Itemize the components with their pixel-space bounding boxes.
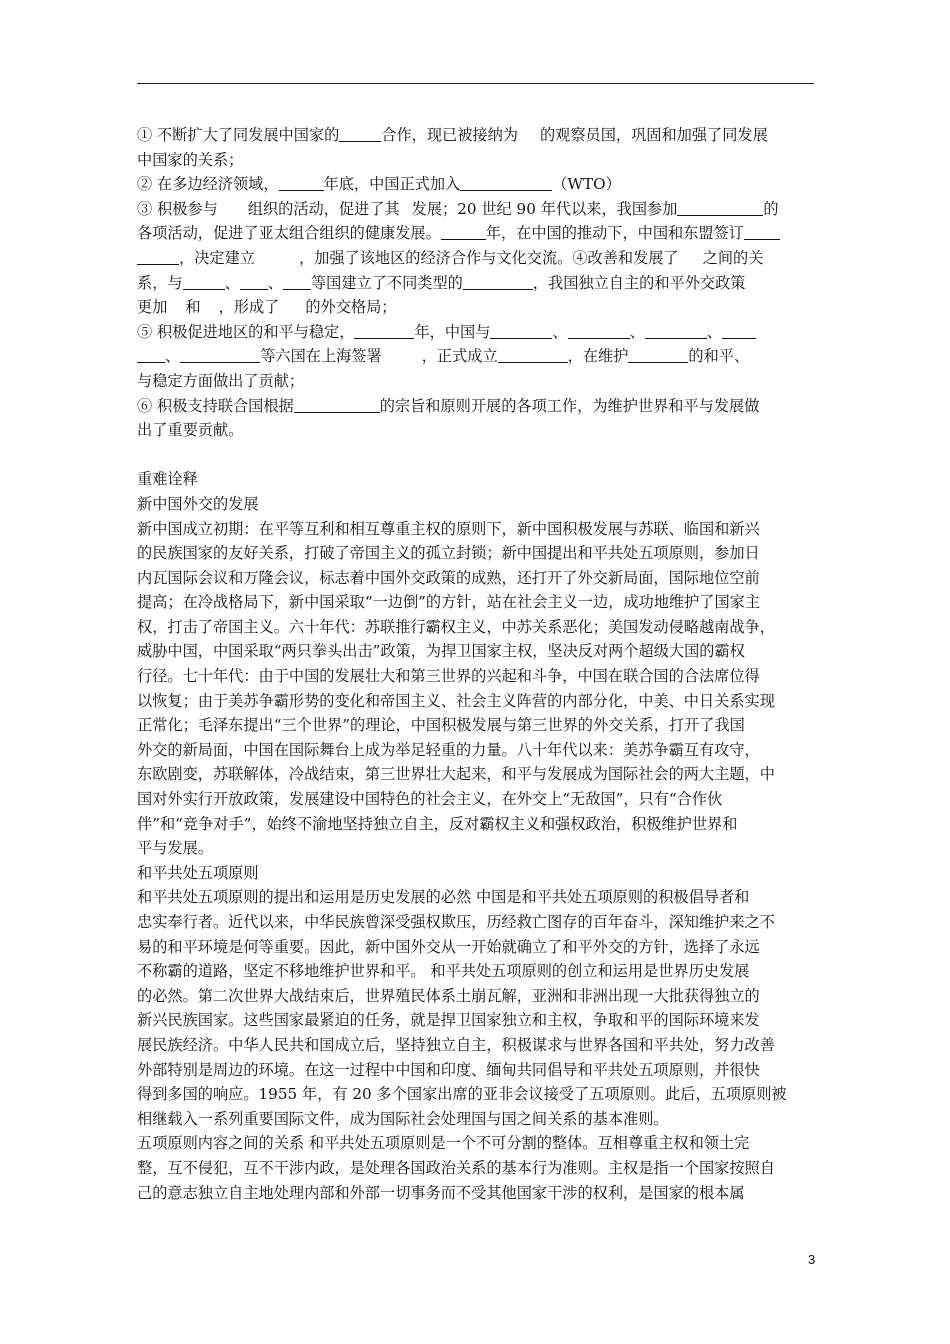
paragraph-line: 五项原则内容之间的关系 和平共处五项原则是一个不可分割的整体。互相尊重主权和领土完: [137, 1134, 750, 1153]
text: ，正式成立: [421, 347, 498, 366]
text: （WTO）: [552, 175, 621, 194]
text: 的和平、: [688, 347, 750, 366]
text: 之间的关: [702, 248, 764, 267]
text: 组织的活动，促进了其: [247, 199, 400, 218]
paragraph-line: 相继载入一系列重要国际文件，成为国际社会处理国与国之间关系的基本准则。: [137, 1109, 669, 1128]
paragraph-line: 新兴民族国家。这些国家最紧迫的任务，就是捍卫国家独立和主权，争取和平的国际环境来发: [137, 1011, 760, 1030]
text: ⑥ 积极支持联合国根据: [137, 396, 294, 415]
exercise-line-13: [137, 418, 814, 443]
text: 和: [185, 298, 201, 317]
paragraph-line: 伴”和“竞争对手”，始终不渝地坚持独立自主，反对霸权主义和强权政治，积极维护世界和: [137, 814, 738, 833]
paragraph-line: 得到多国的响应。1955 年，有 20 多个国家出席的亚非会议接受了五项原则。此后，五项原则被: [137, 1085, 787, 1104]
text: ，形成了: [218, 298, 280, 317]
fill-blank[interactable]: [677, 198, 763, 216]
fill-blank[interactable]: [744, 222, 780, 240]
text: ② 在多边经济领域，: [137, 175, 279, 194]
exercise-line-3: [137, 172, 814, 197]
text: 年底，中国正式加入: [323, 175, 461, 194]
text: 系，与: [137, 273, 183, 292]
paragraph-principles-relation: [137, 1131, 814, 1205]
text: 合作，现已被接纳为: [381, 126, 518, 144]
paragraph-line: 己的意志独立自主地处理内部和外部一切事务而不受其他国家干涉的权利，是国家的根本属: [137, 1183, 745, 1202]
text: ，决定建立: [179, 248, 255, 267]
paragraph-line: 忠实奉行者。近代以来，中华民族曾深受强权欺压，历经救亡图存的百年奋斗，深知维护来之不: [137, 913, 775, 931]
fill-blank[interactable]: [568, 321, 630, 339]
text: 、: [629, 322, 645, 341]
paragraph-line: 的必然。第二次世界大战结束后，世界殖民体系土崩瓦解，亚洲和非洲出现一大批获得独立的: [137, 986, 760, 1005]
exercise-line-4: [137, 197, 814, 222]
paragraph-line: 权，打击了帝国主义。六十年代：苏联推行霸权主义，中苏关系恶化；美国发动侵略越南战争，: [137, 617, 775, 636]
text: 、: [165, 347, 181, 366]
paragraph-line: 威胁中国，中国采取“两只拳头出击”政策，为捍卫国家主权，坚决反对两个超级大国的霸权: [137, 642, 745, 661]
text: 更加: [137, 298, 168, 317]
exercise-line-8: [137, 295, 814, 320]
text: 发展；20 世纪 90 年代以来，我国参加: [411, 199, 678, 218]
exercise-line-7: [137, 271, 814, 296]
paragraph-line: 正常化；毛泽东提出“三个世界”的理论，中国积极发展与第三世界的外交关系，打开了我国: [137, 716, 745, 735]
exercise-line-11: [137, 369, 814, 394]
fill-blank[interactable]: [180, 345, 260, 363]
text: 的外交格局；: [305, 298, 397, 317]
fill-blank[interactable]: [354, 321, 414, 339]
fill-blank[interactable]: [645, 321, 707, 339]
exercise-line-5: [137, 221, 814, 246]
text: 、: [552, 322, 568, 341]
text: ③ 积极参与: [137, 199, 218, 218]
fill-blank[interactable]: [490, 321, 552, 339]
fill-blank[interactable]: [498, 345, 568, 363]
header-rule: [137, 83, 814, 84]
fill-blank[interactable]: [339, 124, 381, 142]
text: 、: [224, 273, 240, 292]
paragraph-line: 东欧剧变，苏联解体，冷战结束，第三世界壮大起来，和平与发展成为国际社会的两大主题，中: [137, 765, 775, 784]
paragraph-line: 易的和平环境是何等重要。因此，新中国外交从一开始就确立了和平外交的方针，选择了永远: [137, 937, 760, 956]
paragraph-line: 和平共处五项原则的提出和运用是历史发展的必然 中国是和平共处五项原则的积极倡导者和: [137, 888, 750, 907]
exercise-line-9: [137, 320, 814, 345]
fill-blank[interactable]: [240, 272, 268, 290]
page-number: 3: [808, 1252, 816, 1267]
page-content: [137, 123, 814, 1205]
text: 中国家的关系；: [137, 150, 244, 169]
paragraph-line: 以恢复；由于美苏争霸形势的变化和帝国主义、社会主义阵营的内部分化，中美、中日关系实现: [137, 691, 775, 710]
text: 、: [267, 273, 283, 292]
text: 的: [763, 199, 779, 218]
text: 出了重要贡献。: [137, 421, 244, 440]
paragraph-line: 不称霸的道路，坚定不移地维护世界和平。 和平共处五项原则的创立和运用是世界历史发展: [137, 962, 750, 981]
paragraph-diplomacy: [137, 517, 814, 861]
fill-blank[interactable]: [137, 345, 165, 363]
paragraph-line: 外部特别是周边的环境。在这一过程中中国和印度、缅甸共同倡导和平共处五项原则，并很快: [137, 1060, 760, 1079]
fill-blank[interactable]: [283, 272, 311, 290]
paragraph-line: 行径。七十年代：由于中国的发展壮大和第三世界的兴起和斗争，中国在联合国的合法席位得: [137, 667, 760, 686]
text: ① 不断扩大了同发展中国家的: [137, 126, 340, 144]
paragraph-line: 新中国成立初期：在平等互利和相互尊重主权的原则下，新中国积极发展与苏联、临国和新兴: [137, 519, 760, 538]
text: ，在维护: [567, 347, 629, 366]
exercise-line-10: [137, 344, 814, 369]
text: 等六国在上海签署: [260, 347, 382, 366]
section-title: 重难诠释: [137, 470, 198, 489]
exercise-line-1: [137, 123, 814, 148]
paragraph-line: 国对外实行开放政策，发展建设中国特色的社会主义，在外交上“无敌国”，只有“合作伙: [137, 790, 723, 809]
fill-blank[interactable]: [279, 173, 324, 191]
fill-blank[interactable]: [441, 222, 486, 240]
paragraph-line: 的民族国家的友好关系，打破了帝国主义的孤立封锁；新中国提出和平共处五项原则，参加日: [137, 544, 760, 563]
exercise-line-6: [137, 246, 814, 271]
text: 各项活动，促进了亚太组合组织的健康发展。: [137, 224, 441, 243]
text: 等国建立了不同类型的: [310, 273, 463, 292]
fill-blank[interactable]: [137, 247, 179, 265]
exercise-line-2: [137, 148, 814, 173]
fill-blank[interactable]: [183, 272, 225, 290]
text: ，加强了该地区的经济合作与文化交流。④改善和发展了: [298, 248, 679, 267]
text: 的宗旨和原则开展的各项工作，为维护世界和平与发展做: [379, 396, 760, 415]
text: 年，在中国的推动下，中国和东盟签订: [485, 224, 744, 243]
paragraph-line: 外交的新局面，中国在国际舞台上成为举足轻重的力量。八十年代以来：美苏争霸互有攻守，: [137, 740, 760, 759]
paragraph-five-principles: [137, 885, 814, 1131]
text: 与稳定方面做出了贡献；: [137, 371, 305, 390]
fill-blank[interactable]: [722, 321, 756, 339]
subheading-diplomacy: 新中国外交的发展: [137, 494, 259, 513]
paragraph-line: 平与发展。: [137, 839, 213, 858]
subheading-five-principles: 和平共处五项原则: [137, 863, 259, 882]
text: 的观察员国，巩固和加强了同发展: [539, 126, 768, 144]
paragraph-line: 展民族经济。中华人民共和国成立后，坚持独立自主，积极谋求与世界各国和平共处，努力改善: [137, 1035, 775, 1054]
text: 、: [706, 322, 722, 341]
text: 年，中国与: [414, 322, 491, 341]
text: ，我国独立自主的和平外交政策: [532, 273, 746, 292]
exercise-line-12: [137, 394, 814, 419]
fill-blank[interactable]: [463, 272, 533, 290]
fill-blank[interactable]: [294, 395, 380, 413]
text: ⑤ 积极促进地区的和平与稳定，: [137, 322, 355, 341]
paragraph-line: 内瓦国际会议和万隆会议，标志着中国外交政策的成熟，还打开了外交新局面，国际地位空前: [137, 568, 760, 587]
fill-blank[interactable]: [628, 345, 688, 363]
paragraph-line: 整，互不侵犯，互不干涉内政，是处理各国政治关系的基本行为准则。主权是指一个国家按照自: [137, 1158, 775, 1177]
paragraph-line: 提高；在冷战格局下，新中国采取“一边倒”的方针，站在社会主义一边，成功地维护了国家主: [137, 593, 761, 612]
fill-blank[interactable]: [460, 173, 552, 191]
